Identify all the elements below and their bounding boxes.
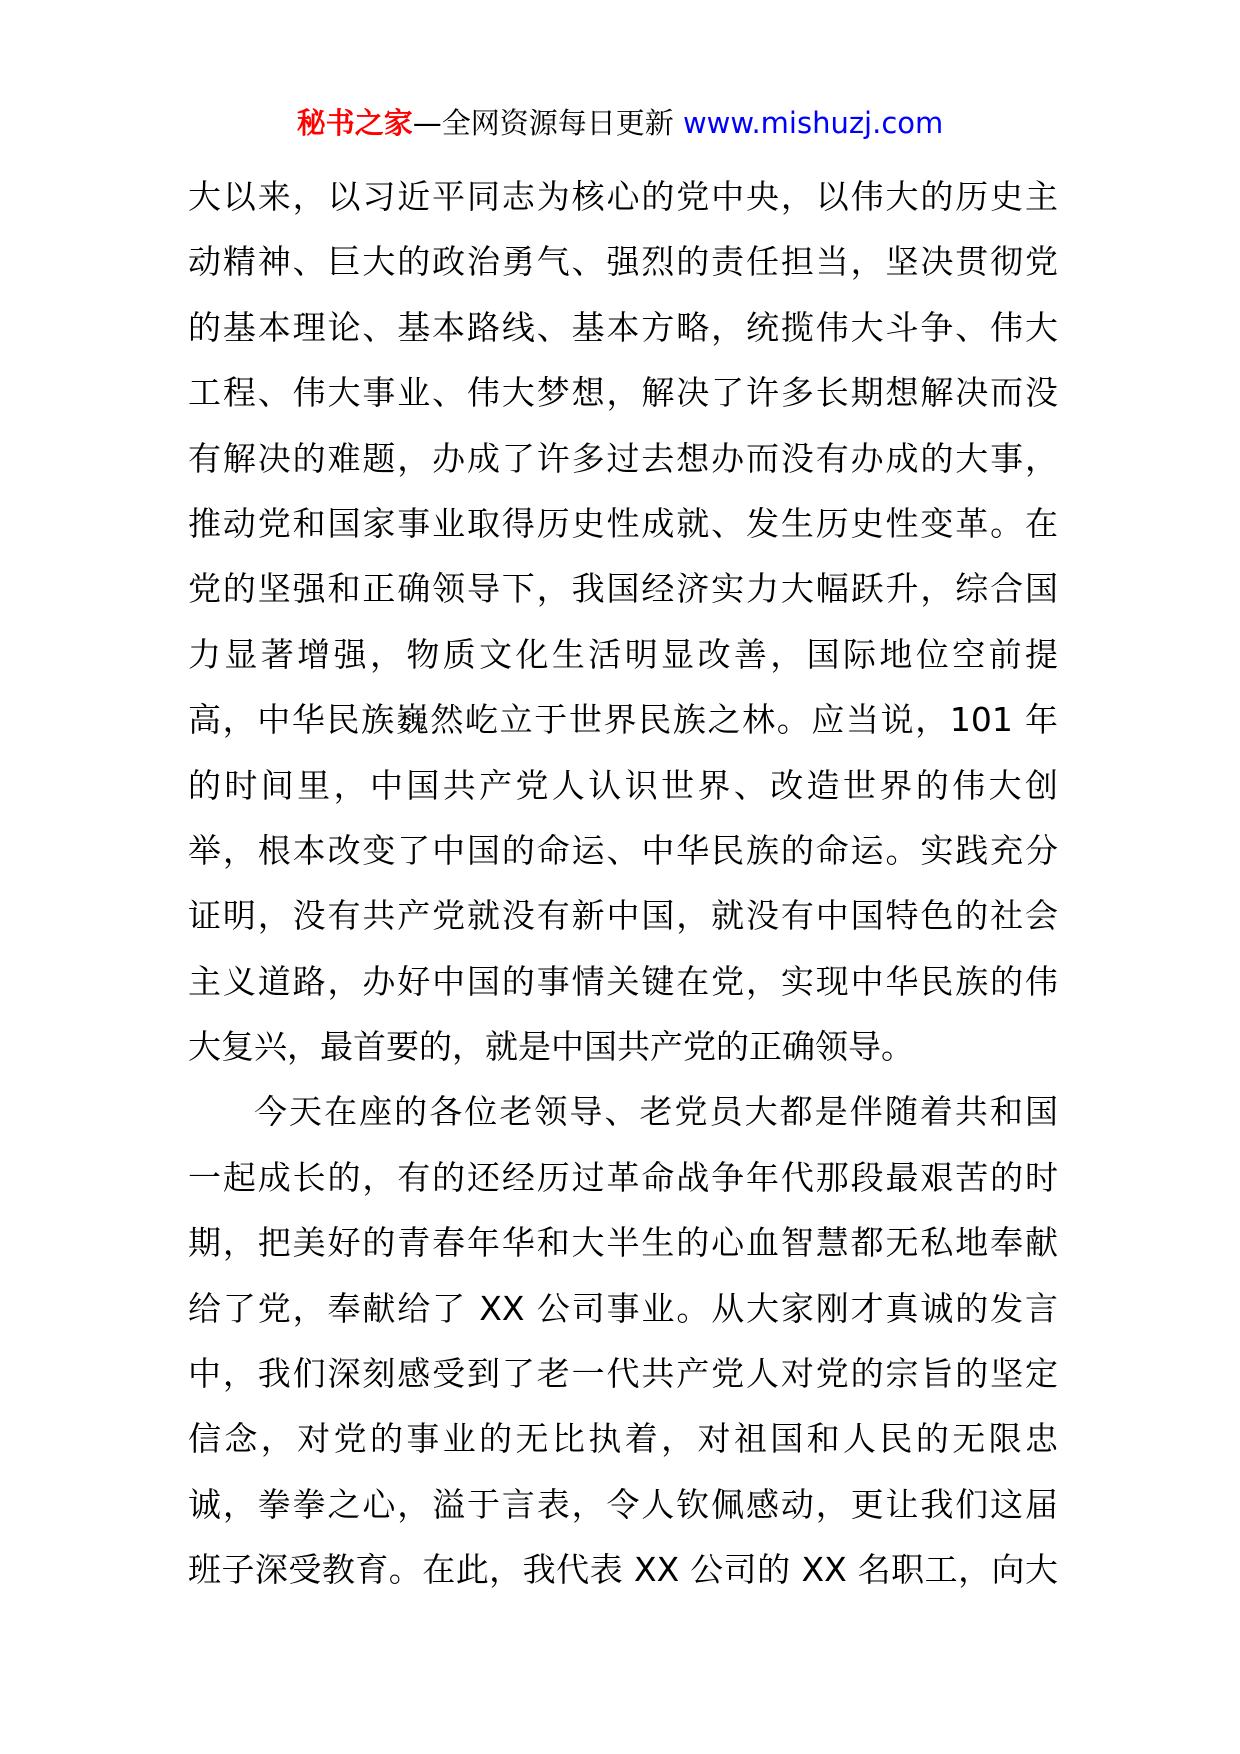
paragraph-2 bbox=[188, 1079, 1058, 1602]
text-line: 的时间里，中国共产党人认识世界、改造世界的伟大创 bbox=[188, 765, 1058, 805]
document-body bbox=[188, 164, 1058, 1603]
site-header bbox=[0, 103, 1240, 143]
text-line: 高，中华民族巍然屹立于世界民族之林。应当说，101 年 bbox=[188, 700, 1058, 740]
text-line: 证明，没有共产党就没有新中国，就没有中国特色的社会 bbox=[188, 896, 1058, 936]
site-url-link[interactable]: www.mishuzj.com bbox=[682, 106, 944, 140]
text-line: 党的坚强和正确领导下，我国经济实力大幅跃升，综合国 bbox=[188, 569, 1058, 609]
text-line: 的基本理论、基本路线、基本方略，统揽伟大斗争、伟大 bbox=[188, 307, 1058, 347]
text-line: 举，根本改变了中国的命运、中华民族的命运。实践充分 bbox=[188, 830, 1058, 870]
site-brand: 秘书之家 bbox=[296, 106, 413, 140]
text-line: 今天在座的各位老领导、老党员大都是伴随着共和国 bbox=[254, 1092, 1058, 1132]
text-line: 诚，拳拳之心，溢于言表，令人钦佩感动，更让我们这届 bbox=[188, 1484, 1058, 1524]
paragraph-1 bbox=[188, 164, 1058, 1079]
text-line: 有解决的难题，办成了许多过去想办而没有办成的大事， bbox=[188, 438, 1058, 478]
text-line: 期，把美好的青春年华和大半生的心血智慧都无私地奉献 bbox=[188, 1223, 1058, 1263]
text-line: 给了党，奉献给了 XX 公司事业。从大家刚才真诚的发言 bbox=[188, 1288, 1058, 1328]
text-line: 力显著增强，物质文化生活明显改善，国际地位空前提 bbox=[188, 634, 1058, 674]
text-line: 工程、伟大事业、伟大梦想，解决了许多长期想解决而没 bbox=[188, 373, 1058, 413]
site-slogan: —全网资源每日更新 bbox=[412, 106, 674, 140]
text-line: 大复兴，最首要的，就是中国共产党的正确领导。 bbox=[188, 1027, 914, 1067]
text-line: 推动党和国家事业取得历史性成就、发生历史性变革。在 bbox=[188, 503, 1058, 543]
text-line: 大以来，以习近平同志为核心的党中央，以伟大的历史主 bbox=[188, 177, 1058, 216]
text-line: 动精神、巨大的政治勇气、强烈的责任担当，坚决贯彻党 bbox=[188, 242, 1058, 282]
text-line: 主义道路，办好中国的事情关键在党，实现中华民族的伟 bbox=[188, 961, 1058, 1001]
text-line: 信念，对党的事业的无比执着，对祖国和人民的无限忠 bbox=[188, 1419, 1058, 1459]
text-line: 班子深受教育。在此，我代表 XX 公司的 XX 名职工，向大 bbox=[188, 1550, 1058, 1590]
text-line: 中，我们深刻感受到了老一代共产党人对党的宗旨的坚定 bbox=[188, 1354, 1058, 1394]
text-line: 一起成长的，有的还经历过革命战争年代那段最艰苦的时 bbox=[188, 1157, 1058, 1197]
